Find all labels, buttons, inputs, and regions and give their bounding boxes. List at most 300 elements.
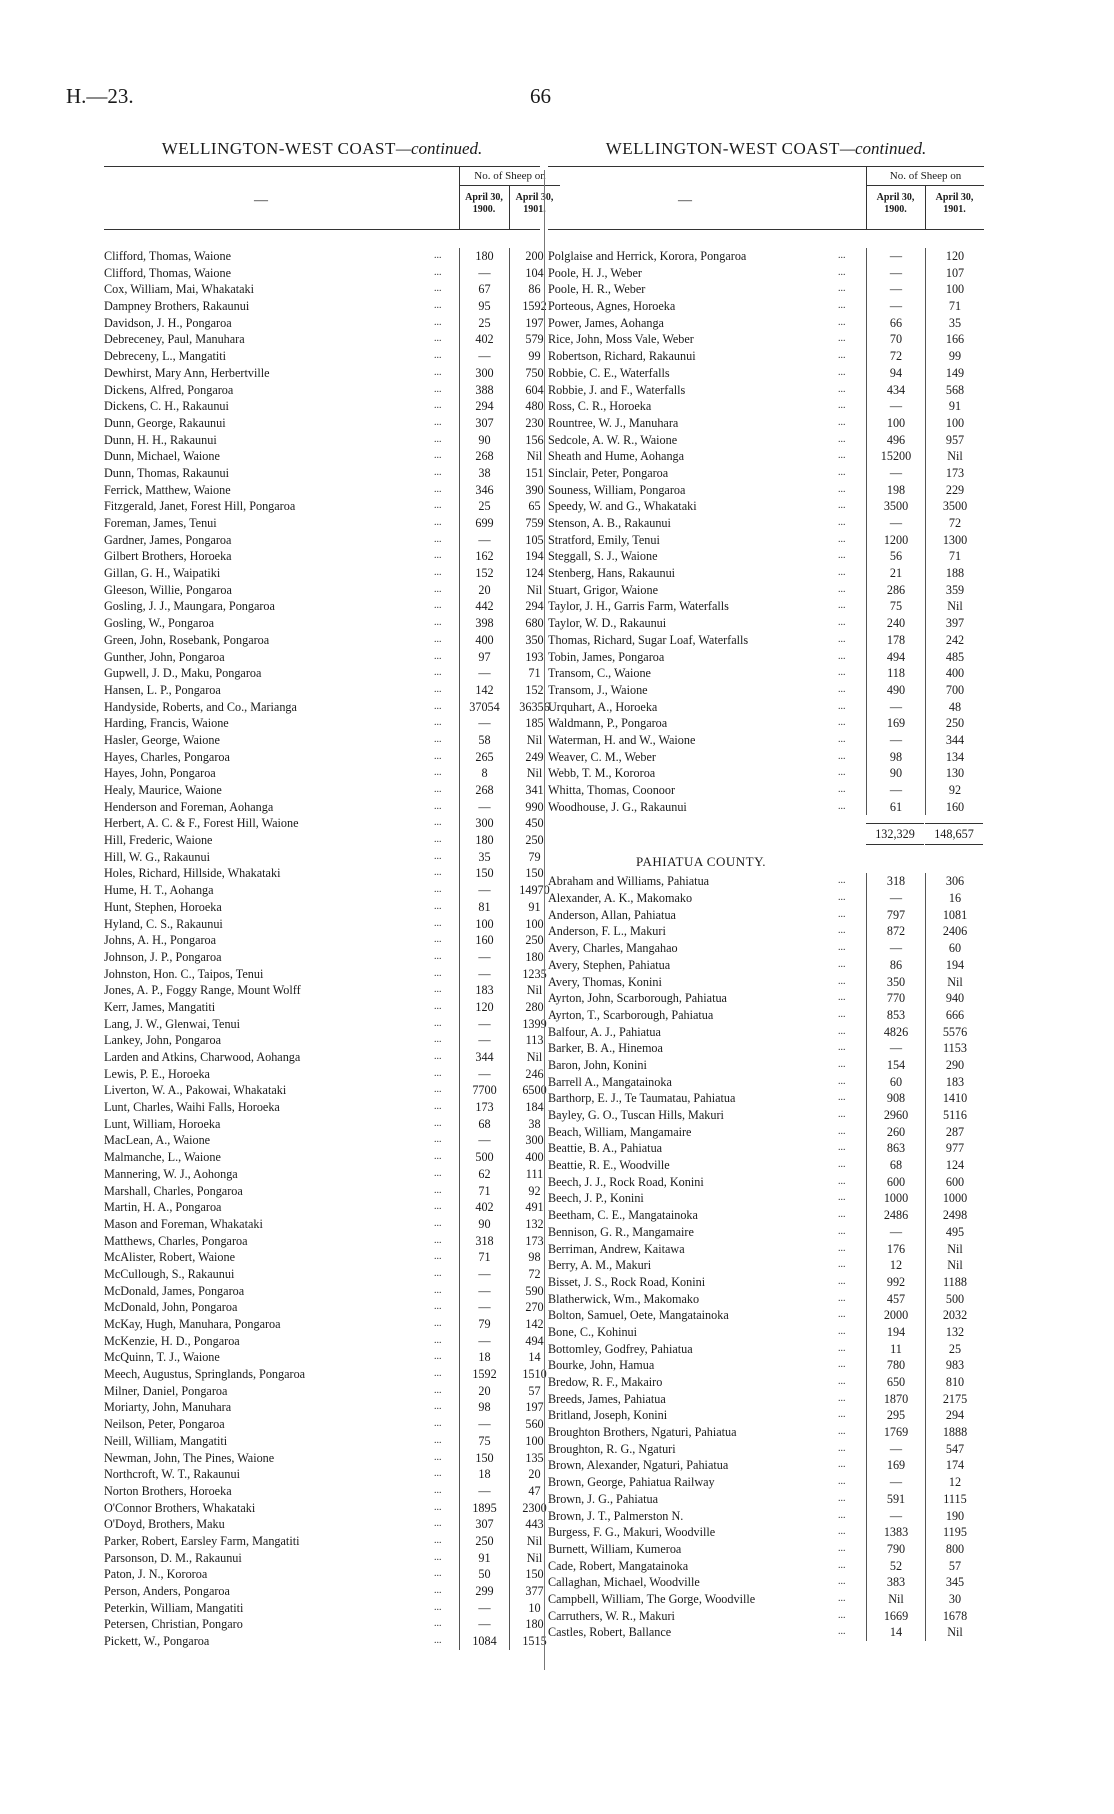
sheep-1900: 90 (459, 1216, 509, 1233)
sheep-1900: 71 (459, 1249, 509, 1266)
table-row (104, 1166, 544, 1183)
leader-dots: ... (434, 366, 442, 378)
sheep-1900: 25 (459, 498, 509, 515)
sheep-1900: 180 (459, 832, 509, 849)
sheep-1901: 1188 (925, 1274, 984, 1291)
sheep-1900: 12 (866, 1257, 925, 1274)
sheep-1901: 3500 (925, 498, 984, 515)
owner-name: Fitzgerald, Janet, Forest Hill, Pongaroa (104, 499, 296, 514)
sheep-1900: — (459, 665, 509, 682)
sheep-1900: Nil (866, 1591, 925, 1608)
leader-dots: ... (838, 1325, 846, 1337)
leader-dots: ... (434, 400, 442, 412)
leader-dots: ... (838, 1092, 846, 1104)
leader-dots: ... (838, 466, 846, 478)
leader-dots: ... (434, 600, 442, 612)
table-row (548, 765, 984, 782)
owner-name: Alexander, A. K., Makomako (548, 891, 693, 906)
owner-name: Green, John, Rosebank, Pongaroa (104, 632, 270, 647)
owner-name: Webb, T. M., Kororoa (548, 766, 656, 781)
leader-dots: ... (434, 1034, 442, 1046)
sheep-1901: 156 (509, 432, 559, 449)
sheep-1900: 398 (459, 615, 509, 632)
owner-name: Handyside, Roberts, and Co., Marianga (104, 699, 297, 714)
table-row (548, 415, 984, 432)
leader-dots: ... (434, 517, 442, 528)
table-row (548, 1241, 984, 1258)
owner-name: Sheath and Hume, Aohanga (548, 449, 685, 464)
table-row (104, 1550, 543, 1567)
leader-dots: ... (434, 1368, 442, 1380)
sheep-1901: 48 (925, 699, 984, 716)
sheep-1901: 197 (509, 1399, 559, 1416)
sheep-1900: 863 (866, 1140, 925, 1157)
leader-dots: ... (838, 400, 846, 412)
sheep-1900: 178 (866, 632, 925, 649)
sheep-1900: 1383 (866, 1524, 925, 1541)
sheep-1900: 176 (866, 1241, 925, 1258)
table-row (548, 1107, 984, 1124)
table-row (104, 382, 544, 399)
leader-dots: ... (838, 450, 846, 462)
sheep-1901: 250 (925, 715, 984, 732)
sheep-1901: 98 (509, 1249, 559, 1266)
table-row (548, 598, 984, 615)
sheep-1901: 344 (925, 732, 984, 749)
owner-name: Thomas, Richard, Sugar Loaf, Waterfalls (548, 632, 749, 647)
sheep-1900: 173 (459, 1099, 509, 1116)
sheep-1901: 132 (509, 1216, 559, 1233)
owner-name: Gunther, John, Pongaroa (104, 649, 225, 664)
sheep-1900: 198 (866, 482, 925, 499)
owner-name: Stuart, Grigor, Waione (548, 582, 659, 597)
sheep-1900: 38 (459, 465, 509, 482)
table-row (104, 1099, 544, 1116)
sheep-1901: 71 (925, 298, 984, 315)
sheep-1900: 20 (459, 1383, 509, 1400)
table-row (548, 632, 984, 649)
table-row (104, 932, 544, 949)
sheep-1900: 142 (459, 682, 509, 699)
sheep-1900: 68 (866, 1157, 925, 1174)
sheep-1900: 194 (866, 1324, 925, 1341)
owner-name: Weaver, C. M., Weber (548, 749, 656, 764)
sheep-1901: 120 (925, 248, 984, 265)
sheep-1900: 1084 (459, 1633, 509, 1650)
sheep-1900: — (459, 1266, 509, 1283)
owner-name: Dampney Brothers, Rakaunui (104, 299, 250, 314)
owner-name: Hayes, Charles, Pongaroa (104, 749, 230, 764)
sheep-1901: 100 (509, 1433, 559, 1450)
sheep-1900: 992 (866, 1274, 925, 1291)
table-row (104, 1049, 543, 1066)
table-row (104, 1316, 544, 1333)
leader-dots: ... (434, 250, 442, 261)
sheep-1901: 750 (509, 365, 559, 382)
leader-dots: ... (838, 1225, 846, 1237)
sheep-1900: 1769 (866, 1424, 925, 1441)
leader-dots: ... (434, 633, 442, 645)
sheep-1900: 344 (459, 1049, 509, 1066)
owner-name: Beech, J. J., Rock Road, Konini (548, 1174, 704, 1189)
leader-dots: ... (434, 266, 442, 278)
table-row (548, 298, 984, 315)
leader-dots: ... (434, 1201, 442, 1213)
owner-name: Harding, Francis, Waione (104, 716, 229, 731)
owner-name: Avery, Thomas, Konini (548, 974, 662, 989)
sheep-1900: 79 (459, 1316, 509, 1333)
sheep-1900: 162 (459, 548, 509, 565)
sheep-1901: 390 (509, 482, 559, 499)
owner-name: Debreceney, Paul, Manuhara (104, 332, 245, 347)
sheep-1900: 50 (459, 1566, 509, 1583)
leader-dots: ... (838, 350, 846, 362)
table-row (548, 715, 984, 732)
table-row (104, 265, 544, 282)
sheep-1900: 265 (459, 749, 509, 766)
owner-name: Power, James, Aohanga (548, 315, 664, 330)
sheep-group-header: No. of Sheep on (459, 167, 560, 186)
leader-dots: ... (434, 1468, 442, 1480)
table-row (104, 682, 544, 699)
page-number: 66 (530, 84, 551, 108)
table-row (104, 1216, 544, 1233)
sheep-1900: 790 (866, 1541, 925, 1558)
owner-name: Dickens, Alfred, Pongaroa (104, 382, 234, 397)
sheep-1900: — (459, 1483, 509, 1500)
sheep-1901: 180 (509, 1616, 559, 1633)
owner-name: Gilbert Brothers, Horoeka (104, 549, 232, 564)
leader-dots: ... (434, 984, 442, 996)
sheep-1901: 400 (925, 665, 984, 682)
leader-dots: ... (434, 884, 442, 896)
leader-dots: ... (434, 1551, 442, 1563)
owner-name: Lang, J. W., Glenwai, Tenui (104, 1016, 241, 1031)
sheep-1901: 2032 (925, 1307, 984, 1324)
owner-name: Barthorp, E. J., Te Taumatau, Pahiatua (548, 1091, 736, 1106)
owner-name: Martin, H. A., Pongaroa (104, 1200, 222, 1215)
owner-name: Matthews, Charles, Pongaroa (104, 1233, 248, 1248)
owner-name: Bolton, Samuel, Oete, Mangatainoka (548, 1308, 729, 1323)
owner-name: Brown, J. G., Pahiatua (548, 1491, 659, 1506)
owner-name: Dewhirst, Mary Ann, Herbertville (104, 365, 270, 380)
leader-dots: ... (434, 1234, 442, 1246)
sheep-1901: Nil (925, 1257, 984, 1274)
owner-name: Urquhart, A., Horoeka (548, 699, 658, 714)
owner-name: Petersen, Christian, Pongaro (104, 1617, 243, 1632)
table-row (104, 1266, 540, 1283)
owner-name: McDonald, John, Pongaroa (104, 1300, 238, 1315)
sheep-1900: 299 (459, 1583, 509, 1600)
leader-dots: ... (434, 1318, 442, 1329)
owner-name: Hunt, Stephen, Horoeka (104, 899, 222, 914)
sheep-1900: 318 (459, 1233, 509, 1250)
sheep-1901: 16 (925, 890, 984, 907)
table-row (104, 865, 544, 882)
leader-dots: ... (838, 700, 846, 712)
sheep-1901: 1678 (925, 1608, 984, 1625)
table-row (104, 515, 544, 532)
leader-dots: ... (434, 900, 442, 912)
sheep-1900: 20 (459, 582, 509, 599)
total-1900: 132,329 (866, 823, 924, 845)
table-row (104, 1066, 544, 1083)
table-row (104, 1132, 544, 1149)
table-row (548, 799, 984, 816)
owner-name: Souness, William, Pongaroa (548, 482, 686, 497)
owner-name: Newman, John, The Pines, Waione (104, 1450, 275, 1465)
table-row (548, 1457, 984, 1474)
sheep-1901: 377 (509, 1583, 559, 1600)
owner-name: Norton Brothers, Horoeka (104, 1483, 232, 1498)
sheep-1900: 797 (866, 907, 925, 924)
owner-name: Bredow, R. F., Makairo (548, 1375, 663, 1389)
owner-name: Burgess, F. G., Makuri, Woodville (548, 1525, 716, 1540)
sheep-1901: Nil (509, 982, 559, 999)
leader-dots: ... (838, 1409, 846, 1421)
sheep-1901: 1153 (925, 1040, 984, 1057)
leader-dots: ... (434, 767, 442, 779)
sheep-1900: 95 (459, 298, 509, 315)
sheep-1900: 11 (866, 1341, 925, 1358)
leader-dots: ... (434, 1117, 442, 1129)
leader-dots: ... (434, 1284, 442, 1296)
leader-dots: ... (434, 1184, 442, 1196)
sheep-1900: 118 (866, 665, 925, 682)
leader-dots: ... (434, 300, 442, 312)
leader-dots: ... (434, 1051, 442, 1062)
sheep-1901: Nil (925, 974, 984, 991)
sheep-1901: 568 (925, 382, 984, 399)
leader-dots: ... (838, 316, 846, 328)
sheep-1900: 81 (459, 899, 509, 916)
table-row (548, 348, 984, 365)
leader-dots: ... (838, 1609, 846, 1621)
sheep-1900: — (866, 1508, 925, 1525)
owner-name: Taylor, J. H., Garris Farm, Waterfalls (548, 599, 729, 614)
sheep-1900: 1200 (866, 532, 925, 549)
sheep-1901: 72 (509, 1266, 559, 1283)
owner-name: McQuinn, T. J., Waione (104, 1350, 220, 1365)
sheep-1900: — (866, 732, 925, 749)
table-row (104, 465, 544, 482)
owner-name: Transom, C., Waione (548, 666, 651, 681)
sheep-1901: 14970 (509, 882, 559, 899)
sheep-1901: 280 (509, 999, 559, 1016)
leader-dots: ... (838, 1309, 846, 1321)
table-row (104, 1633, 547, 1650)
table-row (548, 465, 984, 482)
county-rows (548, 873, 984, 1641)
leader-dots: ... (434, 700, 442, 712)
sheep-1900: 169 (866, 715, 925, 732)
table-row (548, 1090, 984, 1107)
leader-dots: ... (434, 1084, 442, 1096)
sheep-1900: — (459, 882, 509, 899)
table-row (104, 365, 544, 382)
sheep-1900: 90 (866, 765, 925, 782)
owner-name: Person, Anders, Pongaroa (104, 1584, 230, 1598)
owner-name: Gleeson, Willie, Pongaroa (104, 582, 232, 597)
owner-name: Avery, Charles, Mangahao (548, 941, 678, 956)
table-row (548, 315, 984, 332)
table-row (104, 248, 544, 265)
leader-dots: ... (838, 1125, 846, 1137)
sheep-1900: 2486 (866, 1207, 925, 1224)
owner-name: Lankey, John, Pongaroa (104, 1033, 221, 1048)
leader-dots: ... (838, 266, 846, 278)
table-row (548, 1524, 984, 1541)
leader-dots: ... (838, 583, 846, 595)
table-row (104, 1249, 540, 1266)
table-row (104, 632, 544, 649)
leader-dots: ... (838, 1592, 846, 1604)
owner-name: Neilson, Peter, Pongaroa (104, 1417, 225, 1432)
leader-dots: ... (838, 958, 846, 970)
sheep-1900: — (459, 1416, 509, 1433)
table-row (104, 281, 540, 298)
leader-dots: ... (838, 383, 846, 395)
table-row (104, 1283, 544, 1300)
sheep-1901: 38 (509, 1116, 559, 1133)
table-row (548, 1324, 984, 1341)
owner-name: Dunn, Thomas, Rakaunui (104, 465, 230, 480)
sheep-1901: 1115 (925, 1491, 984, 1508)
sheep-1900: 4826 (866, 1024, 925, 1041)
sheep-1901: 495 (925, 1224, 984, 1241)
sheep-1901: 184 (509, 1099, 559, 1116)
table-row (548, 1057, 984, 1074)
document-ref: H.—23. (66, 84, 134, 108)
sheep-1901: 400 (509, 1149, 559, 1166)
sheep-1900: 120 (459, 999, 509, 1016)
leader-dots: ... (838, 1492, 846, 1504)
leader-dots: ... (838, 1376, 846, 1387)
owner-name: Parker, Robert, Earsley Farm, Mangatiti (104, 1533, 300, 1548)
sheep-1901: 983 (925, 1357, 984, 1374)
col-1901-header: April 30, 1901. (925, 185, 983, 229)
leader-dots: ... (838, 300, 846, 312)
sheep-1901: 86 (509, 281, 559, 298)
leader-dots: ... (434, 1534, 442, 1546)
sheep-1900: 169 (866, 1457, 925, 1474)
sheep-1900: 307 (459, 415, 509, 432)
table-row (548, 940, 984, 957)
table-row (548, 1424, 984, 1441)
owner-name: Parsonson, D. M., Rakaunui (104, 1550, 242, 1565)
leader-dots: ... (838, 892, 846, 904)
leader-dots: ... (838, 1058, 846, 1070)
sheep-1900: — (866, 782, 925, 799)
owner-name: Robertson, Richard, Rakaunui (548, 349, 696, 364)
leader-dots: ... (434, 1267, 442, 1279)
owner-name: Dickens, C. H., Rakaunui (104, 399, 229, 414)
sheep-1900: 853 (866, 1007, 925, 1024)
table-row (104, 1416, 544, 1433)
table-row (104, 1483, 540, 1500)
sheep-1900: 86 (866, 957, 925, 974)
owner-name: Brown, Alexander, Ngaturi, Pahiatua (548, 1458, 729, 1473)
table-row (104, 732, 543, 749)
sheep-1901: 12 (925, 1474, 984, 1491)
table-row (104, 1600, 540, 1617)
leader-dots: ... (434, 1635, 442, 1647)
col-1900-header: April 30, 1900. (866, 185, 924, 229)
table-row (104, 949, 544, 966)
leader-dots: ... (434, 1501, 442, 1513)
col-1901-header: April 30, 1901. (509, 185, 559, 229)
table-row (104, 849, 540, 866)
leader-dots: ... (838, 767, 846, 779)
owner-name: Beech, J. P., Konini (548, 1191, 644, 1206)
leader-dots: ... (838, 416, 846, 428)
sheep-1900: 160 (459, 932, 509, 949)
leader-dots: ... (434, 1251, 442, 1263)
sheep-1901: 194 (509, 548, 559, 565)
sheep-1901: 173 (925, 465, 984, 482)
owner-name: Blatherwick, Wm., Makomako (548, 1291, 700, 1306)
owner-name: Hill, W. G., Rakaunui (104, 849, 210, 864)
owner-name: Clifford, Thomas, Waione (104, 249, 231, 263)
section-title: WELLINGTON-WEST COAST—continued. (161, 139, 483, 158)
owner-name: MacLean, A., Waione (104, 1133, 211, 1148)
table-row (548, 432, 984, 449)
sheep-1901: 680 (509, 615, 559, 632)
leader-dots: ... (838, 717, 846, 729)
sheep-1900: 383 (866, 1574, 925, 1591)
sheep-1900: — (459, 1616, 509, 1633)
leader-dots: ... (434, 1585, 442, 1596)
owner-name: Lunt, William, Horoeka (104, 1116, 221, 1131)
sheep-1900: 94 (866, 365, 925, 382)
sheep-1900: — (866, 890, 925, 907)
table-row (548, 682, 984, 699)
table-row (104, 815, 544, 832)
sheep-1901: 350 (509, 632, 559, 649)
table-row (104, 298, 547, 315)
leader-dots: ... (838, 733, 846, 745)
leader-dots: ... (434, 650, 442, 662)
owner-name: Polglaise and Herrick, Korora, Pongaroa (548, 249, 747, 263)
sheep-1901: 92 (925, 782, 984, 799)
leader-dots: ... (434, 617, 442, 629)
leader-dots: ... (838, 1392, 846, 1404)
leader-dots: ... (434, 1401, 442, 1413)
owner-name: Foreman, James, Tenui (104, 516, 217, 530)
owner-name: Moriarty, John, Manuhara (104, 1400, 232, 1415)
owner-name: Sinclair, Peter, Pongaroa (548, 465, 669, 480)
sheep-1901: 1235 (509, 966, 559, 983)
leader-dots: ... (434, 533, 442, 545)
left-column (104, 138, 554, 1650)
leader-dots: ... (434, 1434, 442, 1446)
total-1901: 148,657 (925, 823, 983, 845)
leader-dots: ... (838, 1576, 846, 1588)
sheep-1901: 130 (925, 765, 984, 782)
table-row (548, 974, 984, 991)
table-row (548, 615, 984, 632)
table-row (104, 598, 544, 615)
owner-name: Barker, B. A., Hinemoa (548, 1041, 663, 1056)
table-row (104, 782, 544, 799)
leader-dots: ... (838, 1292, 846, 1304)
owner-name: Holes, Richard, Hillside, Whakataki (104, 866, 281, 881)
table-row (548, 1024, 984, 1041)
sheep-1900: 8 (459, 765, 509, 782)
sheep-1901: Nil (509, 732, 559, 749)
owner-name: Gupwell, J. D., Maku, Pongaroa (104, 666, 262, 681)
owner-name: Castles, Robert, Ballance (548, 1625, 672, 1640)
